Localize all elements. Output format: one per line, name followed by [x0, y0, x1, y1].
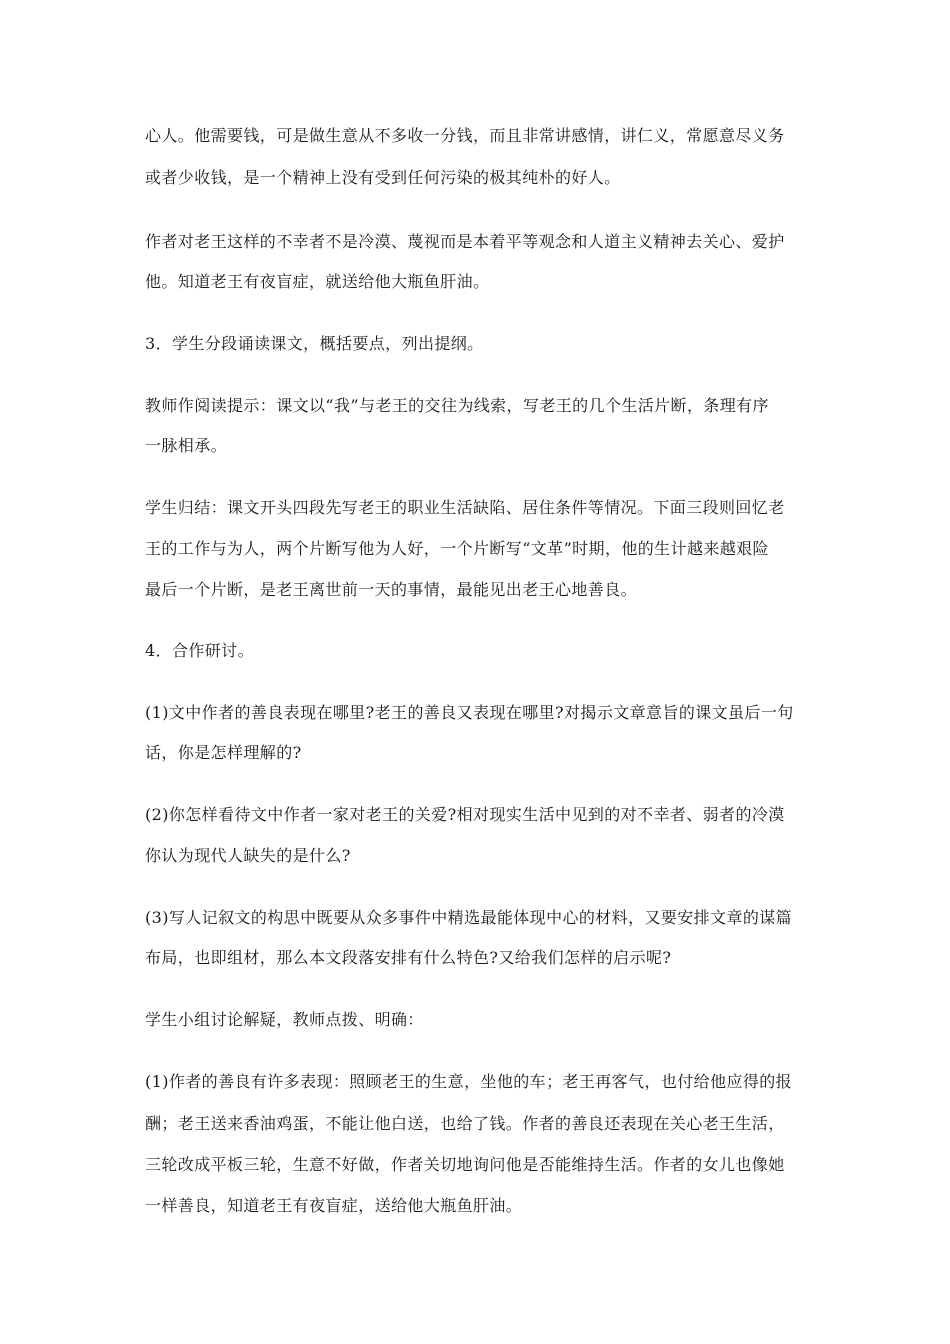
- text-line: 你认为现代人缺失的是什么?: [145, 846, 351, 865]
- text-line: (3)写人记叙文的构思中既要从众多事件中精选最能体现中心的材料，又要安排文章的谋篇: [145, 908, 793, 927]
- text-line: 酬；老王送来香油鸡蛋，不能让他白送，也给了钱。作者的善良还表现在关心老王生活，: [145, 1114, 785, 1133]
- text-line: 三轮改成平板三轮，生意不好做，作者关切地询问他是否能维持生活。作者的女儿也像她: [145, 1155, 785, 1174]
- text-line: 布局，也即组材，那么本文段落安排有什么特色?又给我们怎样的启示呢?: [145, 948, 672, 967]
- text-line: 最后一个片断，是老王离世前一天的事情，最能见出老王心地善良。: [145, 580, 638, 599]
- text-line: (1)文中作者的善良表现在哪里?老王的善良又表现在哪里?对揭示文章意旨的课文虽后一句: [145, 703, 794, 722]
- text-line: 学生小组讨论解疑，教师点拨、明确：: [145, 1010, 424, 1029]
- text-line: 一脉相承。: [145, 436, 228, 455]
- text-line: 4．合作研讨。: [145, 641, 254, 660]
- text-line: 王的工作与为人，两个片断写他为人好，一个片断写“文革”时期，他的生计越来越艰险: [145, 539, 769, 558]
- text-line: 心人。他需要钱，可是做生意从不多收一分钱，而且非常讲感情，讲仁义，常愿意尽义务: [145, 126, 785, 145]
- text-line: 一样善良，知道老王有夜盲症，送给他大瓶鱼肝油。: [145, 1196, 523, 1215]
- text-line: 学生归结：课文开头四段先写老王的职业生活缺陷、居住条件等情况。下面三段则回忆老: [145, 498, 785, 517]
- text-line: (1)作者的善良有许多表现：照顾老王的生意，坐他的车；老王再客气，也付给他应得的报: [145, 1072, 793, 1091]
- text-line: 他。知道老王有夜盲症，就送给他大瓶鱼肝油。: [145, 272, 490, 291]
- text-line: (2)你怎样看待文中作者一家对老王的关爱?相对现实生活中见到的对不幸者、弱者的冷漠: [145, 805, 785, 824]
- text-line: 话，你是怎样理解的?: [145, 743, 302, 762]
- text-line: 作者对老王这样的不幸者不是冷漠、蔑视而是本着平等观念和人道主义精神去关心、爱护: [145, 232, 785, 251]
- text-line: 或者少收钱，是一个精神上没有受到任何污染的极其纯朴的好人。: [145, 168, 621, 187]
- text-line: 3．学生分段诵读课文，概括要点，列出提纲。: [145, 334, 484, 353]
- text-line: 教师作阅读提示：课文以“我”与老王的交往为线索，写老王的几个生活片断，条理有序: [145, 396, 769, 415]
